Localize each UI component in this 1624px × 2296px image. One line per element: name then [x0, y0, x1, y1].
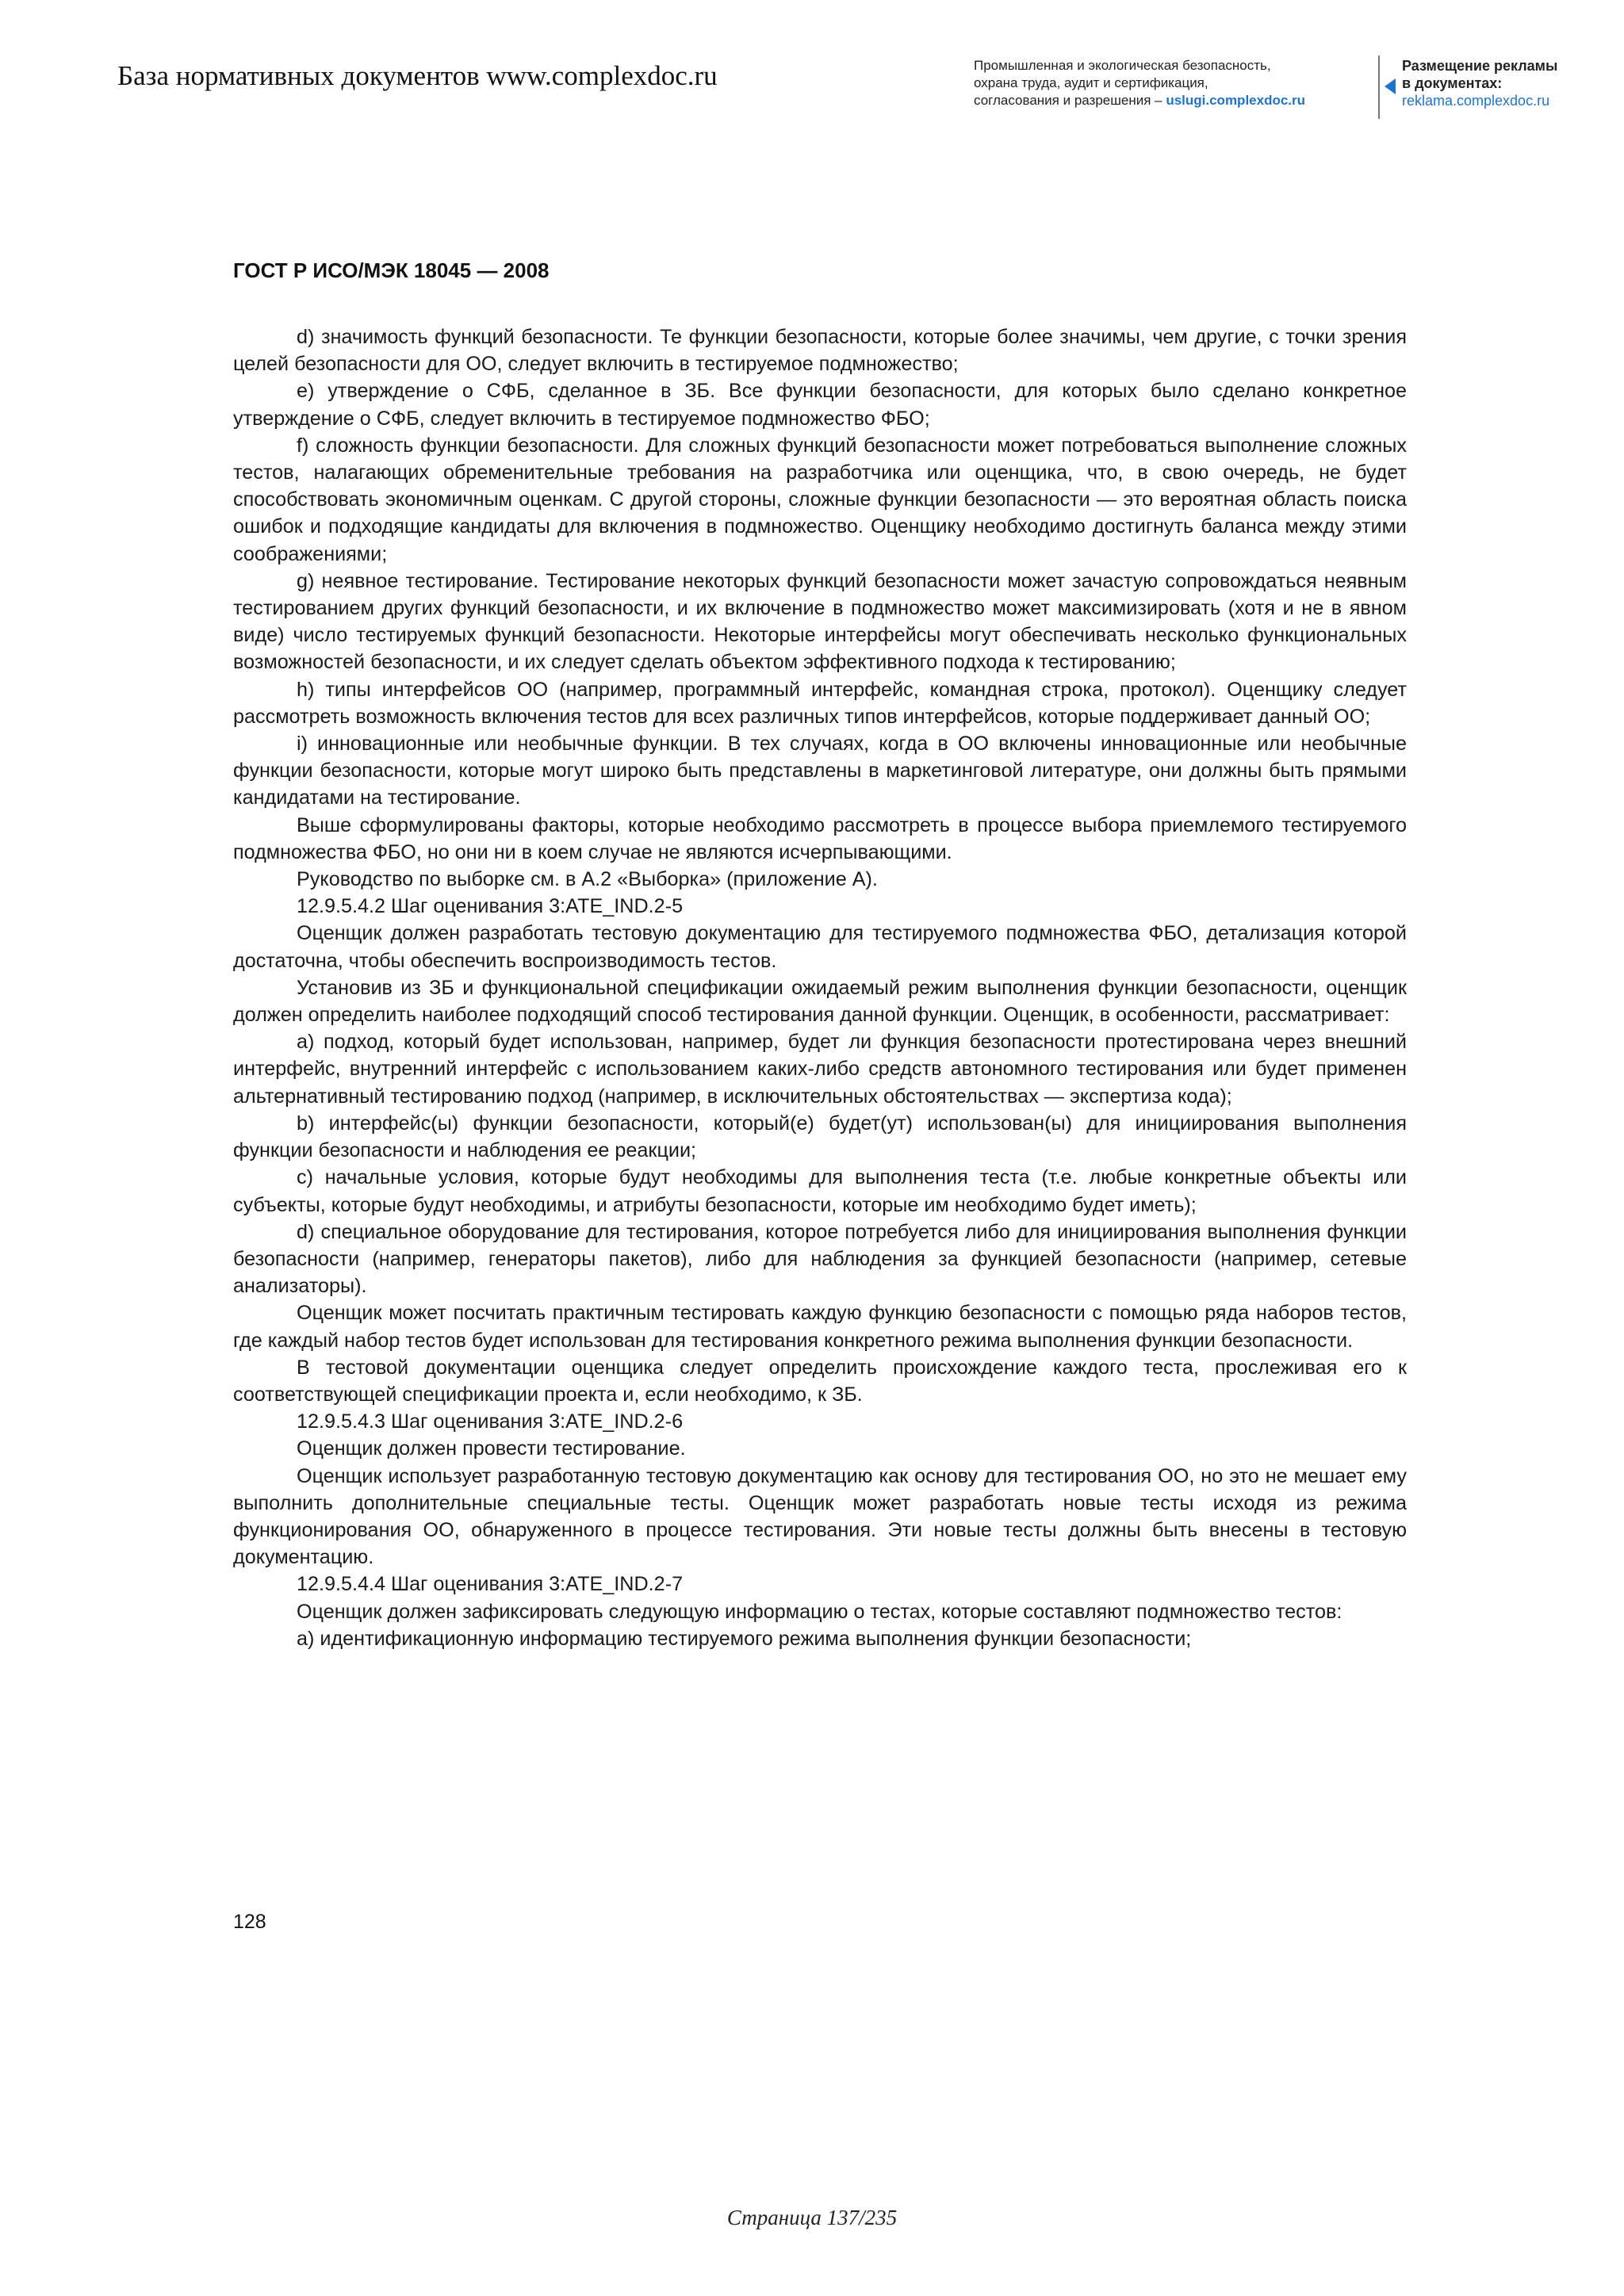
site-banner: База нормативных документов www.complexdoc.ru	[117, 60, 718, 91]
paragraph: а) идентификационную информацию тестируемого режима выполнения функции безопасности;	[297, 1627, 1192, 1650]
section-heading: 12.9.5.4.3 Шаг оценивания 3:ATE_IND.2-6	[297, 1410, 684, 1433]
banner-divider	[1378, 55, 1380, 119]
section-heading: 12.9.5.4.4 Шаг оценивания 3:ATE_IND.2-7	[297, 1573, 684, 1596]
paragraph: Оценщик должен зафиксировать следующую информацию о тестах, которые составляют подмножество тестов:	[297, 1600, 1342, 1623]
document-body	[233, 323, 1407, 1652]
paragraph: Оценщик может посчитать практичным тестировать каждую функцию безопасности с помощью ряда наборов тестов, где каждый набор тестов будет использован для тестирования конкретного режима выполнения функции безопасности.	[233, 1302, 1407, 1352]
paragraph: Оценщик должен разработать тестовую документацию для тестируемого подмножества ФБО, детализация которой достаточна, чтобы обеспечить воспроизводимость тестов.	[233, 922, 1407, 972]
paragraph: Руководство по выборке см. в А.2 «Выборка» (приложение А).	[297, 868, 878, 891]
paragraph: f) сложность функции безопасности. Для сложных функций безопасности может потребоваться выполнение сложных тестов, налагающих обременительные требования на разработчика или оценщика, что, в свою очередь, не будет способствовать экономичным оценкам. С другой стороны, сложные функции безопасности — это вероятная область поиска ошибок и подходящие кандидаты для включения в подмножество. Оценщику необходимо достигнуть баланса между этими соображениями;	[233, 434, 1407, 565]
document-title: ГОСТ Р ИСО/МЭК 18045 — 2008	[233, 258, 550, 282]
ads-block	[1402, 57, 1557, 109]
ads-line-2: в документах:	[1402, 75, 1503, 91]
page-indicator: Страница 137/235	[726, 2206, 898, 2229]
services-line-3-text: согласования и разрешения –	[974, 93, 1166, 108]
paragraph: Оценщик использует разработанную тестовую документацию как основу для тестирования ОО, но это не мешает ему выполнить дополнительные специальные тесты. Оценщик может разработать новые тесты исходя из режима функционирования ОО, обнаруженного в процессе тестирования. Эти новые тесты должны быть внесены в тестовую документацию.	[233, 1464, 1407, 1569]
paragraph: е) утверждение о СФБ, сделанное в ЗБ. Все функции безопасности, для которых было сделано конкретное утверждение о СФБ, следует включить в тестируемое подмножество ФБО;	[233, 380, 1407, 430]
services-line-2: охрана труда, аудит и сертификация,	[974, 75, 1208, 90]
paragraph: d) специальное оборудование для тестирования, которое потребуется либо для инициирования выполнения функции безопасности (например, генераторы пакетов), либо для наблюдения за функцией безопасности (например, сетевые анализаторы).	[233, 1220, 1407, 1298]
page-number: 128	[233, 1911, 266, 1933]
services-link[interactable]: uslugi.complexdoc.ru	[1166, 93, 1306, 108]
paragraph: g) неявное тестирование. Тестирование некоторых функций безопасности может зачастую сопровождаться неявным тестированием других функций безопасности, и их включение в подмножество может максимизировать (хотя и не в явном виде) число тестируемых функций безопасности. Некоторые интерфейсы могут обеспечивать несколько функциональных возможностей безопасности, и их следует сделать объектом эффективного подхода к тестированию;	[233, 569, 1407, 674]
paragraph: h) типы интерфейсов ОО (например, программный интерфейс, командная строка, протокол). Оценщику следует рассмотреть возможность включения тестов для всех различных типов интерфейсов, которые поддерживает данный ОО;	[233, 678, 1407, 728]
ads-link[interactable]: reklama.complexdoc.ru	[1402, 93, 1550, 109]
paragraph: а) подход, который будет использован, например, будет ли функция безопасности протестирована через внешний интерфейс, внутренний интерфейс с использованием каких-либо средств автономного тестирования или будет применен альтернативный тестированию подход (например, в исключительных обстоятельствах — экспертиза кода);	[233, 1031, 1407, 1108]
services-line-1: Промышленная и экологическая безопасность,	[974, 58, 1271, 73]
services-ad	[974, 57, 1305, 109]
section-heading: 12.9.5.4.2 Шаг оценивания 3:ATE_IND.2-5	[297, 895, 684, 918]
paragraph: c) начальные условия, которые будут необходимы для выполнения теста (т.е. любые конкретные объекты или субъекты, которые будут необходимы, и атрибуты безопасности, которые им необходимо будет иметь);	[233, 1166, 1407, 1216]
paragraph: b) интерфейс(ы) функции безопасности, который(е) будет(ут) использован(ы) для инициирования выполнения функции безопасности и наблюдения ее реакции;	[233, 1112, 1407, 1162]
paragraph: d) значимость функций безопасности. Те функции безопасности, которые более значимы, чем другие, с точки зрения целей безопасности для ОО, следует включить в тестируемое подмножество;	[233, 326, 1407, 376]
ads-line-1: Размещение рекламы	[1402, 58, 1558, 74]
arrow-left-icon	[1385, 78, 1396, 94]
paragraph: Оценщик должен провести тестирование.	[297, 1437, 686, 1460]
paragraph: Выше сформулированы факторы, которые необходимо рассмотреть в процессе выбора приемлемого тестируемого подмножества ФБО, но они ни в коем случае не являются исчерпывающими.	[233, 813, 1407, 863]
services-line-3	[974, 92, 1305, 109]
paragraph: Установив из ЗБ и функциональной спецификации ожидаемый режим выполнения функции безопасности, оценщик должен определить наиболее подходящий способ тестирования данной функции. Оценщик, в особенности, рассматривает:	[233, 976, 1407, 1027]
paragraph: В тестовой документации оценщика следует определить происхождение каждого теста, прослеживая его к соответствующей спецификации проекта и, если необходимо, к ЗБ.	[233, 1356, 1407, 1406]
paragraph: i) инновационные или необычные функции. В тех случаях, когда в ОО включены инновационные или необычные функции безопасности, которые могут широко быть представлены в маркетинговой литературе, они должны быть прямыми кандидатами на тестирование.	[233, 733, 1407, 809]
